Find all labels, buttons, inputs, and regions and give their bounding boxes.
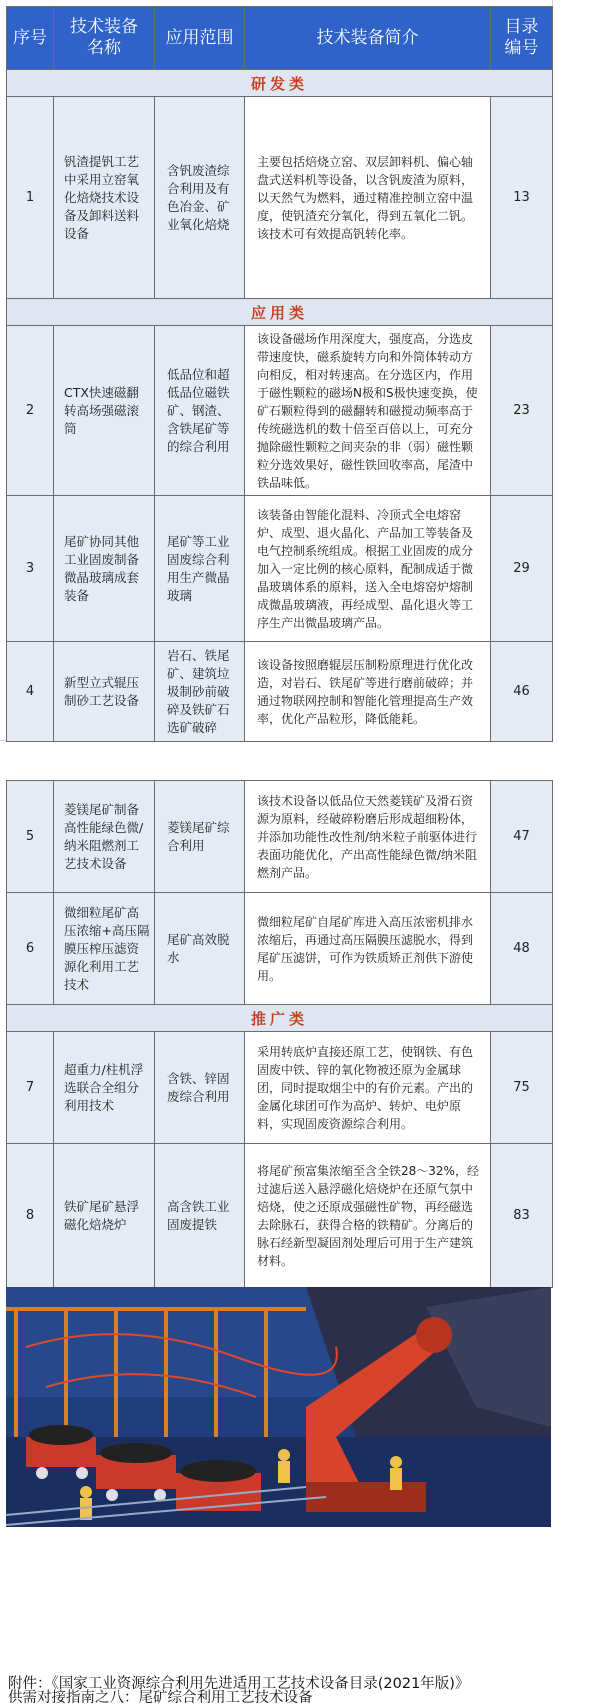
- row-code: 75: [491, 1032, 553, 1144]
- row-desc: 该设备磁场作用深度大，强度高，分选皮带速度快，磁系旋转方向和外筒体转动方向相反，相对转速高。在分选区内，作用于磁性颗粒的磁场N极和S极快速变换，使矿石颗粒得到的磁翻转和磁搅动频率高于传统磁选机的数十倍至百倍以上，可充分抛除磁性颗粒之间夹杂的非（弱）磁性颗粒分选效果好，磁性铁回收率高，尾渣中铁品味低。: [245, 326, 491, 496]
- row-desc: 该技术设备以低品位天然菱镁矿及滑石资源为原料，经破碎粉磨后形成超细粉体，并添加功能性改性剂/纳米粒子前驱体进行表面功能优化，产出高性能绿色微/纳米阻燃剂产品。: [245, 781, 491, 893]
- section-row-promotion: [7, 1005, 553, 1032]
- row-index: 8: [7, 1144, 54, 1288]
- table-row: [7, 781, 553, 893]
- row-code: 48: [491, 893, 553, 1005]
- header-desc: 技术装备简介: [245, 7, 491, 70]
- row-index: 1: [7, 97, 54, 299]
- table-row: [7, 1032, 553, 1144]
- row-name: 微细粒尾矿高压浓缩+高压隔膜压榨压滤资源化利用工艺技术: [54, 893, 155, 1005]
- footer-attachment: 附件：《国家工业资源综合利用先进适用工艺技术设备目录(2021年版)》: [8, 1676, 470, 1692]
- header-scope: 应用范围: [155, 7, 245, 70]
- row-index: 6: [7, 893, 54, 1005]
- row-scope: 尾矿高效脱水: [155, 893, 245, 1005]
- row-index: 4: [7, 642, 54, 742]
- row-desc: 主要包括焙烧立窑、双层卸料机、偏心轴盘式送料机等设备，以含钒废渣为原料，以天然气为燃料，通过精准控制立窑中温度，使钒渣充分氧化，得到五氧化二钒。该技术可有效提高钒转化率。: [245, 97, 491, 299]
- row-scope: 高含铁工业固废提铁: [155, 1144, 245, 1288]
- table-row: [7, 1144, 553, 1288]
- row-name: 铁矿尾矿悬浮磁化焙烧炉: [54, 1144, 155, 1288]
- row-index: 3: [7, 496, 54, 642]
- row-code: 47: [491, 781, 553, 893]
- row-desc: 该装备由智能化混料、冷顶式全电熔窑炉、成型、退火晶化、产品加工等装备及电气控制系统组成。根据工业固废的成分加入一定比例的核心原料，配制成适于微晶玻璃体系的原料，送入全电熔窑炉熔制成微晶玻璃液，再经成型、晶化退火等工序生产出微晶玻璃产品。: [245, 496, 491, 642]
- row-desc: 采用转底炉直接还原工艺，使钢铁、有色固废中铁、锌的氧化物被还原为金属球团，同时提取烟尘中的有价元素。产出的金属化球团可作为高炉、转炉、电炉原料，实现固废资源综合利用。: [245, 1032, 491, 1144]
- table-row: [7, 642, 553, 742]
- mining-scene-image: [6, 1287, 551, 1527]
- section-row-research: [7, 70, 553, 97]
- row-desc: 微细粒尾矿自尾矿库进入高压浓密机排水浓缩后，再通过高压隔膜压滤脱水，得到尾矿压滤饼，可作为铁质矫正剂供下游使用。: [245, 893, 491, 1005]
- section-label-research: 研发类: [7, 70, 553, 97]
- row-name: CTX快速磁翻转高场强磁滚筒: [54, 326, 155, 496]
- row-desc: 该设备按照磨辊层压制粉原理进行优化改造，对岩石、铁尾矿等进行磨前破碎；并通过物联网控制和智能化管理提高生产效率，优化产品粒形，降低能耗。: [245, 642, 491, 742]
- row-code: 83: [491, 1144, 553, 1288]
- catalog-table-part-1: [6, 6, 553, 742]
- row-scope: 岩石、铁尾矿、建筑垃圾制砂前破碎及铁矿石选矿破碎: [155, 642, 245, 742]
- row-name: 尾矿协同其他工业固废制备微晶玻璃成套装备: [54, 496, 155, 642]
- row-code: 23: [491, 326, 553, 496]
- row-index: 7: [7, 1032, 54, 1144]
- footer-guide: 供需对接指南之八：尾矿综合利用工艺技术设备: [8, 1690, 313, 1706]
- row-name: 新型立式辊压制砂工艺设备: [54, 642, 155, 742]
- row-scope: 含钒废渣综合利用及有色冶金、矿业氧化焙烧: [155, 97, 245, 299]
- section-row-application: [7, 299, 553, 326]
- row-desc: 将尾矿预富集浓缩至含全铁28～32%，经过滤后送入悬浮磁化焙烧炉在还原气氛中焙烧，使之还原成强磁性矿物，再经磁选去除脉石，获得合格的铁精矿。分离后的脉石经新型凝固剂处理后可用于生产建筑材料。: [245, 1144, 491, 1288]
- table-row: [7, 893, 553, 1005]
- row-name: 菱镁尾矿制备高性能绿色微/纳米阻燃剂工艺技术设备: [54, 781, 155, 893]
- table-row: [7, 496, 553, 642]
- table-row: [7, 97, 553, 299]
- row-index: 2: [7, 326, 54, 496]
- row-scope: 含铁、锌固废综合利用: [155, 1032, 245, 1144]
- row-name: 超重力/柱机浮选联合全组分利用技术: [54, 1032, 155, 1144]
- mining-illustration: [6, 1287, 551, 1527]
- header-code: 目录编号: [491, 7, 553, 70]
- table-header-row: [7, 7, 553, 70]
- catalog-table-part-2: [6, 780, 553, 1288]
- row-index: 5: [7, 781, 54, 893]
- header-name: 技术装备名称: [54, 7, 155, 70]
- row-scope: 尾矿等工业固废综合利用生产微晶玻璃: [155, 496, 245, 642]
- row-scope: 菱镁尾矿综合利用: [155, 781, 245, 893]
- section-label-application: 应用类: [7, 299, 553, 326]
- row-code: 13: [491, 97, 553, 299]
- row-code: 29: [491, 496, 553, 642]
- table-row: [7, 326, 553, 496]
- row-code: 46: [491, 642, 553, 742]
- header-index: 序号: [7, 7, 54, 70]
- row-scope: 低品位和超低品位磁铁矿、钢渣、含铁尾矿等的综合利用: [155, 326, 245, 496]
- row-name: 钒渣提钒工艺中采用立窑氧化焙烧技术设备及卸料送料设备: [54, 97, 155, 299]
- section-label-promotion: 推广类: [7, 1005, 553, 1032]
